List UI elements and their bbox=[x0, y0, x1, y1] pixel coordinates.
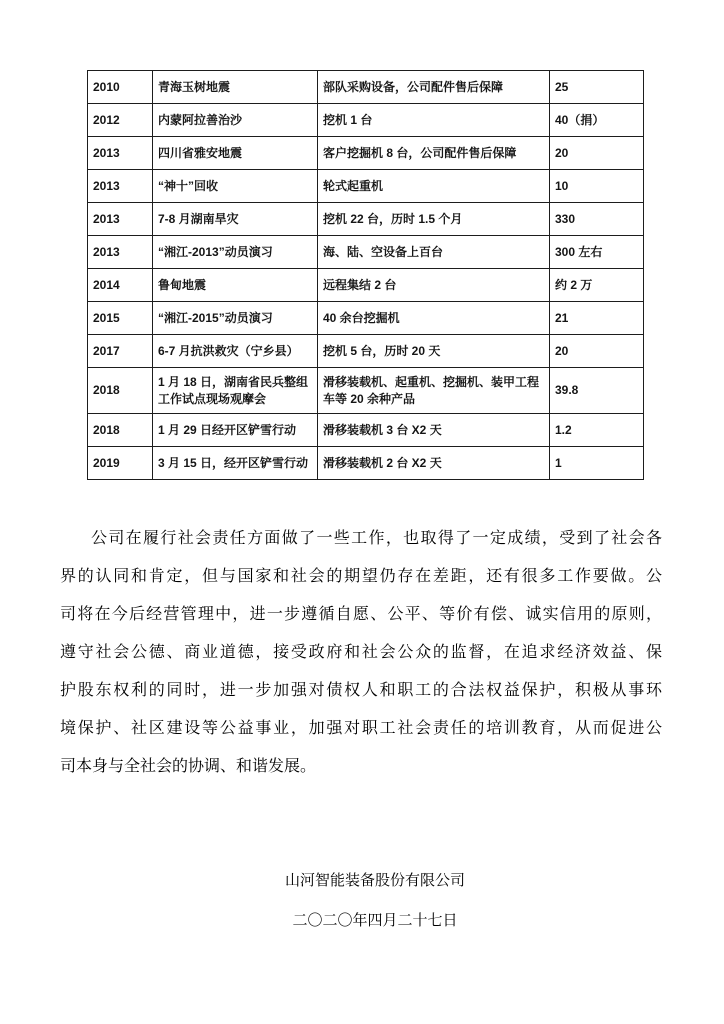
paragraph-line: 护股东权利的同时，进一步加强对债权人和职工的合法权益保护，积极从事环 bbox=[60, 682, 662, 699]
paragraph-line: 公司在履行社会责任方面做了一些工作，也取得了一定成绩，受到了社会各 bbox=[91, 530, 662, 547]
year-cell: 2013 bbox=[88, 170, 153, 203]
year-cell: 2013 bbox=[88, 236, 153, 269]
table-row bbox=[88, 335, 644, 368]
equipment-cell: 客户挖掘机 8 台，公司配件售后保障 bbox=[318, 137, 550, 170]
paragraph-line: 界的认同和肯定，但与国家和社会的期望仍存在差距，还有很多工作要做。公 bbox=[60, 568, 662, 585]
year-cell: 2018 bbox=[88, 368, 153, 414]
event-cell: 1 月 29 日经开区铲雪行动 bbox=[153, 414, 318, 447]
table-row bbox=[88, 170, 644, 203]
equipment-cell: 轮式起重机 bbox=[318, 170, 550, 203]
equipment-cell: 挖机 5 台，历时 20 天 bbox=[318, 335, 550, 368]
event-cell: 3 月 15 日，经开区铲雪行动 bbox=[153, 447, 318, 480]
event-cell: “湘江-2013”动员演习 bbox=[153, 236, 318, 269]
table-row bbox=[88, 302, 644, 335]
event-cell: “神十”回收 bbox=[153, 170, 318, 203]
equipment-cell: 滑移装载机 3 台 X2 天 bbox=[318, 414, 550, 447]
event-cell: 7-8 月湖南旱灾 bbox=[153, 203, 318, 236]
value-cell: 300 左右 bbox=[550, 236, 644, 269]
value-cell: 39.8 bbox=[550, 368, 644, 414]
year-cell: 2010 bbox=[88, 71, 153, 104]
event-cell: 1 月 18 日，湖南省民兵整组工作试点现场观摩会 bbox=[153, 368, 318, 414]
event-cell: 6-7 月抗洪救灾（宁乡县） bbox=[153, 335, 318, 368]
equipment-cell: 挖机 22 台，历时 1.5 个月 bbox=[318, 203, 550, 236]
event-cell: 四川省雅安地震 bbox=[153, 137, 318, 170]
value-cell: 25 bbox=[550, 71, 644, 104]
signature-company-name: 山河智能装备股份有限公司 bbox=[284, 873, 465, 889]
equipment-cell: 40 余台挖掘机 bbox=[318, 302, 550, 335]
table-row bbox=[88, 104, 644, 137]
table-row bbox=[88, 203, 644, 236]
equipment-cell: 滑移装载机 2 台 X2 天 bbox=[318, 447, 550, 480]
value-cell: 20 bbox=[550, 335, 644, 368]
signature-date: 二〇二〇年四月二十七日 bbox=[292, 913, 458, 929]
year-cell: 2015 bbox=[88, 302, 153, 335]
paragraph-line: 境保护、社区建设等公益事业，加强对职工社会责任的培训教育，从而促进公 bbox=[60, 720, 662, 737]
table-row bbox=[88, 71, 644, 104]
year-cell: 2017 bbox=[88, 335, 153, 368]
table-row bbox=[88, 236, 644, 269]
value-cell: 40（捐） bbox=[550, 104, 644, 137]
event-cell: 青海玉树地震 bbox=[153, 71, 318, 104]
value-cell: 21 bbox=[550, 302, 644, 335]
paragraph-line: 遵守社会公德、商业道德，接受政府和社会公众的监督，在追求经济效益、保 bbox=[60, 644, 662, 661]
year-cell: 2012 bbox=[88, 104, 153, 137]
table-row bbox=[88, 269, 644, 302]
equipment-cell: 部队采购设备，公司配件售后保障 bbox=[318, 71, 550, 104]
donation-record-table bbox=[87, 70, 644, 480]
value-cell: 1.2 bbox=[550, 414, 644, 447]
table-row bbox=[88, 447, 644, 480]
paragraph-line: 司将在今后经营管理中，进一步遵循自愿、公平、等价有偿、诚实信用的原则， bbox=[60, 606, 662, 623]
year-cell: 2019 bbox=[88, 447, 153, 480]
equipment-cell: 远程集结 2 台 bbox=[318, 269, 550, 302]
event-cell: 内蒙阿拉善治沙 bbox=[153, 104, 318, 137]
table-row bbox=[88, 414, 644, 447]
value-cell: 10 bbox=[550, 170, 644, 203]
table-row bbox=[88, 368, 644, 414]
year-cell: 2018 bbox=[88, 414, 153, 447]
year-cell: 2014 bbox=[88, 269, 153, 302]
equipment-cell: 海、陆、空设备上百台 bbox=[318, 236, 550, 269]
closing-paragraph bbox=[60, 520, 662, 786]
equipment-cell: 挖机 1 台 bbox=[318, 104, 550, 137]
value-cell: 20 bbox=[550, 137, 644, 170]
equipment-cell: 滑移装载机、起重机、挖掘机、装甲工程车等 20 余种产品 bbox=[318, 368, 550, 414]
value-cell: 约 2 万 bbox=[550, 269, 644, 302]
year-cell: 2013 bbox=[88, 137, 153, 170]
paragraph-line: 司本身与全社会的协调、和谐发展。 bbox=[60, 758, 317, 775]
event-cell: “湘江-2015”动员演习 bbox=[153, 302, 318, 335]
table-row bbox=[88, 137, 644, 170]
event-cell: 鲁甸地震 bbox=[153, 269, 318, 302]
year-cell: 2013 bbox=[88, 203, 153, 236]
value-cell: 1 bbox=[550, 447, 644, 480]
value-cell: 330 bbox=[550, 203, 644, 236]
